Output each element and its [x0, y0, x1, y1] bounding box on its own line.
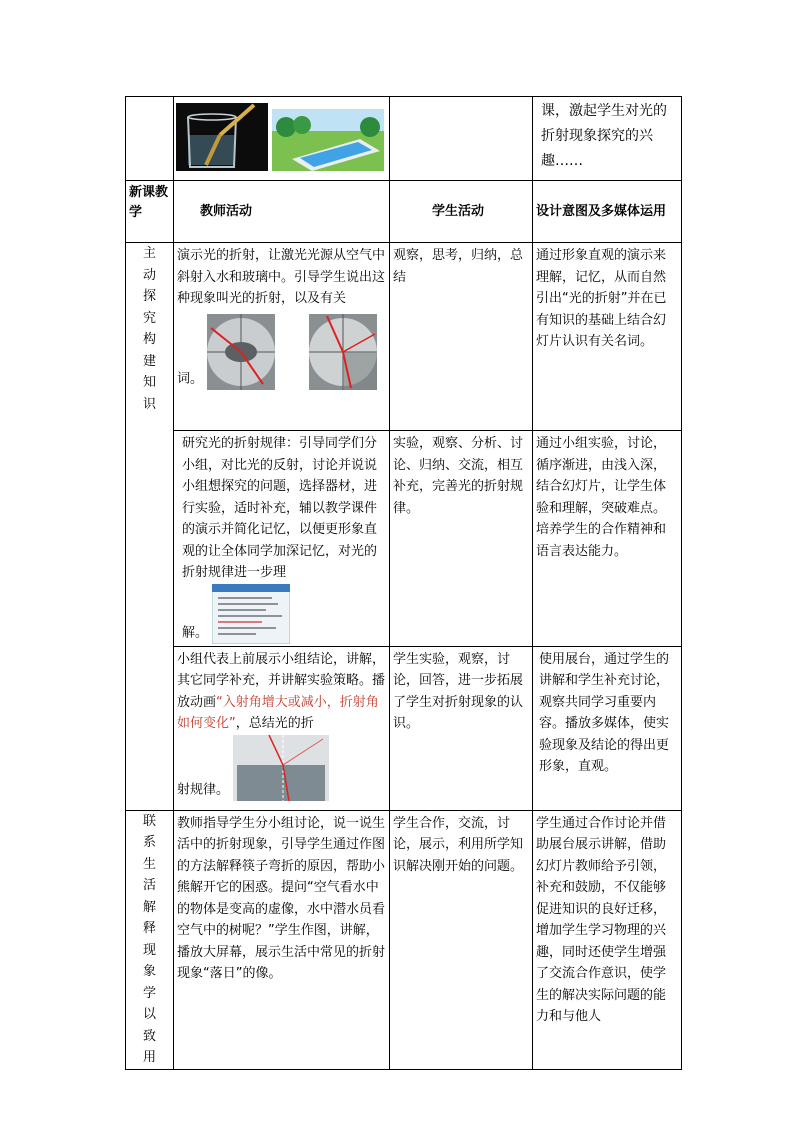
explore-row-2 [126, 431, 682, 647]
explore-row1-student: 观察，思考，归纳，总结 [390, 243, 533, 431]
intro-student-cell [390, 97, 533, 181]
explore-row1-design: 通过形象直观的演示来理解，记忆，从而自然引出“光的折射”并在已有知识的基础上结合幻灯片认识有关名词。 [533, 243, 682, 431]
explore-row1-teacher: 演示光的折射，让激光光源从空气中斜射入水和玻璃中。引导学生说出这种现象叫光的折射，以及有关 词。 [174, 243, 390, 431]
explore-row-1 [126, 243, 682, 431]
apply-design: 学生通过合作讨论并借助展台展示讲解，借助幻灯片教师给予引领，补充和鼓励，不仅能够促进知识的良好迁移，增加学生学习物理的兴趣，同时还使学生增强了交流合作意识，使学生的解决实际问题的能力和与他人 [533, 810, 682, 1069]
animation-title: “入射角增大或减小，折射角如何变化” [177, 694, 379, 731]
explore-row2-student: 实验，观察、分析、讨论、归纳、交流，相互补充，完善光的折射规律。 [390, 431, 533, 647]
header-student: 学生活动 [390, 181, 533, 243]
apply-row [126, 810, 682, 1069]
explore-row3-design: 使用展台，通过学生的讲解和学生补充讨论，观察共同学习重要内容。播放多媒体，使实验现象及结论的得出更形象，直观。 [533, 646, 682, 810]
lesson-plan-table [125, 96, 682, 1070]
header-teacher: 教师活动 [174, 181, 390, 243]
apply-stage-cell [126, 810, 174, 1069]
glass-straw-image [176, 103, 268, 171]
explore-stage-label: 主动探究构建知识 [142, 246, 156, 412]
header-stage: 新课教学 [126, 181, 174, 243]
header-design: 设计意图及多媒体运用 [533, 181, 682, 243]
intro-design-text: 课，激起学生对光的折射现象探究的兴趣…… [541, 103, 667, 169]
refraction-animation-image [233, 735, 329, 801]
swimming-pool-image [272, 109, 384, 171]
intro-row [126, 97, 682, 181]
laser-glass-image [309, 314, 377, 390]
explore-row2-teacher: 研究光的折射规律：引导同学们分小组，对比光的反射，讨论并说说小组想探究的问题，选择器材，进行实验，适时补充，辅以教学课件的演示并简化记忆，以便更形象直观的让全体同学加深记忆，对光的折射规律进一步理 解。 [174, 431, 390, 647]
header-row [126, 181, 682, 243]
apply-stage-label: 联系生活解释现象学以致用 [142, 813, 156, 1065]
intro-images-cell [174, 97, 390, 181]
explore-stage-cell [126, 243, 174, 811]
explore-row3-teacher: 小组代表上前展示小组结论，讲解，其它同学补充，并讲解实验策略。播放动画“入射角增大或减小，折射角如何变化”，总结光的折 射规律。 [174, 646, 390, 810]
explore-row2-design: 通过小组实验，讨论，循序渐进，由浅入深，结合幻灯片，让学生体验和理解，突破难点。培养学生的合作精神和语言表达能力。 [533, 431, 682, 647]
courseware-slide-image [212, 584, 290, 644]
explore-row3-student: 学生实验，观察，讨论，回答，进一步拓展了学生对折射现象的认识。 [390, 646, 533, 810]
intro-design-cell [533, 97, 682, 181]
apply-student: 学生合作，交流，讨论，展示，利用所学知识解决刚开始的问题。 [390, 810, 533, 1069]
laser-water-image [207, 314, 275, 390]
apply-teacher: 教师指导学生分小组讨论，说一说生活中的折射现象，引导学生通过作图的方法解释筷子弯折的原因，帮助小熊解开它的困惑。提问“空气看水中的物体是变高的虚像，水中潜水员看空气中的树呢？”学生作图，讲解，播放大屏幕，展示生活中常见的折射现象“落日”的像。 [174, 810, 390, 1069]
intro-stage-cell [126, 97, 174, 181]
explore-row-3 [126, 646, 682, 810]
